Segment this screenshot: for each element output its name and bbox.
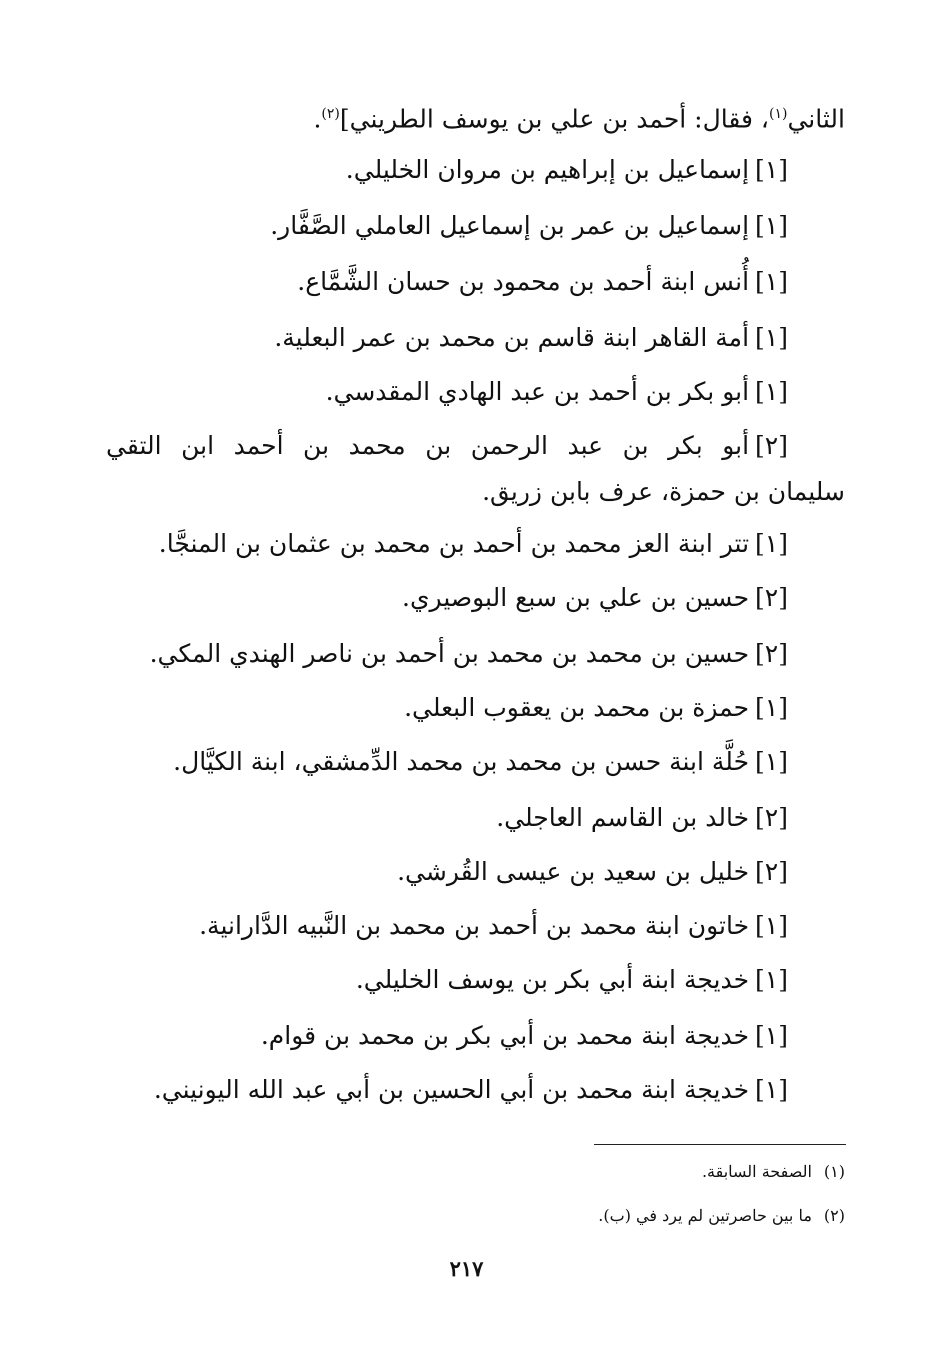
entry-mark: [٢]	[755, 583, 788, 612]
footnote-ref-2: (٢)	[321, 106, 340, 122]
entry-line	[274, 320, 788, 356]
entry-text: أبو بكر بن أحمد بن عبد الهادي المقدسي.	[325, 377, 750, 406]
footnote-number: (١)	[823, 1162, 845, 1181]
entry-mark: [١]	[755, 747, 788, 776]
footnote-ref-1: (١)	[769, 106, 788, 122]
long-entry-line-2	[482, 474, 845, 510]
entry-line	[173, 744, 788, 780]
entry-mark: [١]	[755, 911, 788, 940]
entry-text: خليل بن سعيد بن عيسى القُرشي.	[397, 857, 750, 886]
entry-text: أبو بكر بن عبد الرحمن بن محمد بن أحمد ابن التقي	[106, 431, 750, 460]
entry-text: خديجة ابنة محمد بن أبي بكر بن محمد بن قوام.	[260, 1021, 750, 1050]
entry-mark: [١]	[755, 529, 788, 558]
entry-text: إسماعيل بن إبراهيم بن مروان الخليلي.	[345, 155, 750, 184]
entry-line	[346, 152, 788, 188]
entry-text: حُلَّة ابنة حسن بن محمد بن محمد الدِّمشقي، ابنة الكيَّال.	[173, 747, 750, 776]
entry-text: سليمان بن حمزة، عرف بابن زريق.	[482, 477, 845, 506]
entry-mark: [٢]	[755, 803, 788, 832]
entry-mark: [١]	[755, 211, 788, 240]
entry-line	[159, 526, 788, 562]
entry-text: خديجة ابنة محمد بن أبي الحسين بن أبي عبد الله اليونيني.	[153, 1075, 750, 1104]
entry-text: أمة القاهر ابنة قاسم بن محمد بن عمر البعلية.	[274, 323, 750, 352]
intro-text: الثاني	[787, 104, 845, 134]
intro-text-2: ، فقال: أحمد بن علي بن يوسف الطريني]	[339, 104, 769, 134]
footnote-text: ما بين حاصرتين لم يرد في (ب).	[598, 1206, 812, 1225]
entry-mark: [١]	[755, 1075, 788, 1104]
footnote	[702, 1160, 845, 1184]
entry-mark: [١]	[755, 267, 788, 296]
intro-line	[313, 96, 845, 137]
entry-mark: [٢]	[755, 857, 788, 886]
entry-line	[326, 374, 788, 410]
entry-text: حسين بن علي بن سبع البوصيري.	[402, 583, 750, 612]
entry-line	[356, 962, 788, 998]
long-entry-line-1	[106, 428, 788, 464]
footnote-divider	[594, 1144, 846, 1145]
entry-line	[297, 264, 788, 300]
entry-line	[402, 580, 788, 616]
entry-mark: [١]	[755, 693, 788, 722]
entry-text: إسماعيل بن عمر بن إسماعيل العاملي الصَّفَّار.	[270, 211, 750, 240]
entry-text: خالد بن القاسم العاجلي.	[496, 803, 750, 832]
entry-text: تتر ابنة العز محمد بن أحمد بن محمد بن عثمان بن المنجَّا.	[158, 529, 750, 558]
entry-mark: [٢]	[755, 431, 788, 460]
entry-mark: [٢]	[755, 639, 788, 668]
entry-line	[404, 690, 788, 726]
entry-line	[270, 208, 788, 244]
entry-line	[261, 1018, 788, 1054]
entry-mark: [١]	[755, 1021, 788, 1050]
entry-line	[154, 1072, 788, 1108]
entry-text: خاتون ابنة محمد بن أحمد بن محمد بن النَّبيه الدَّارانية.	[199, 911, 750, 940]
entry-text: أُنس ابنة أحمد بن محمود بن حسان الشَّمَّاع.	[297, 267, 750, 296]
entry-line	[199, 908, 788, 944]
intro-end: .	[313, 104, 322, 134]
page-number: ٢١٧	[449, 1256, 484, 1281]
entry-mark: [١]	[755, 377, 788, 406]
entry-line	[496, 800, 788, 836]
entry-mark: [١]	[755, 965, 788, 994]
entry-mark: [١]	[755, 155, 788, 184]
entry-text: خديجة ابنة أبي بكر بن يوسف الخليلي.	[355, 965, 750, 994]
footnote-number: (٢)	[823, 1206, 845, 1225]
entry-text: حسين بن محمد بن محمد بن أحمد بن ناصر الهندي المكي.	[149, 639, 750, 668]
footnote-text: الصفحة السابقة.	[701, 1162, 812, 1181]
entry-line	[150, 636, 788, 672]
entry-mark: [١]	[755, 323, 788, 352]
entry-line	[397, 854, 788, 890]
entry-text: حمزة بن محمد بن يعقوب البعلي.	[404, 693, 750, 722]
footnote	[598, 1204, 845, 1228]
